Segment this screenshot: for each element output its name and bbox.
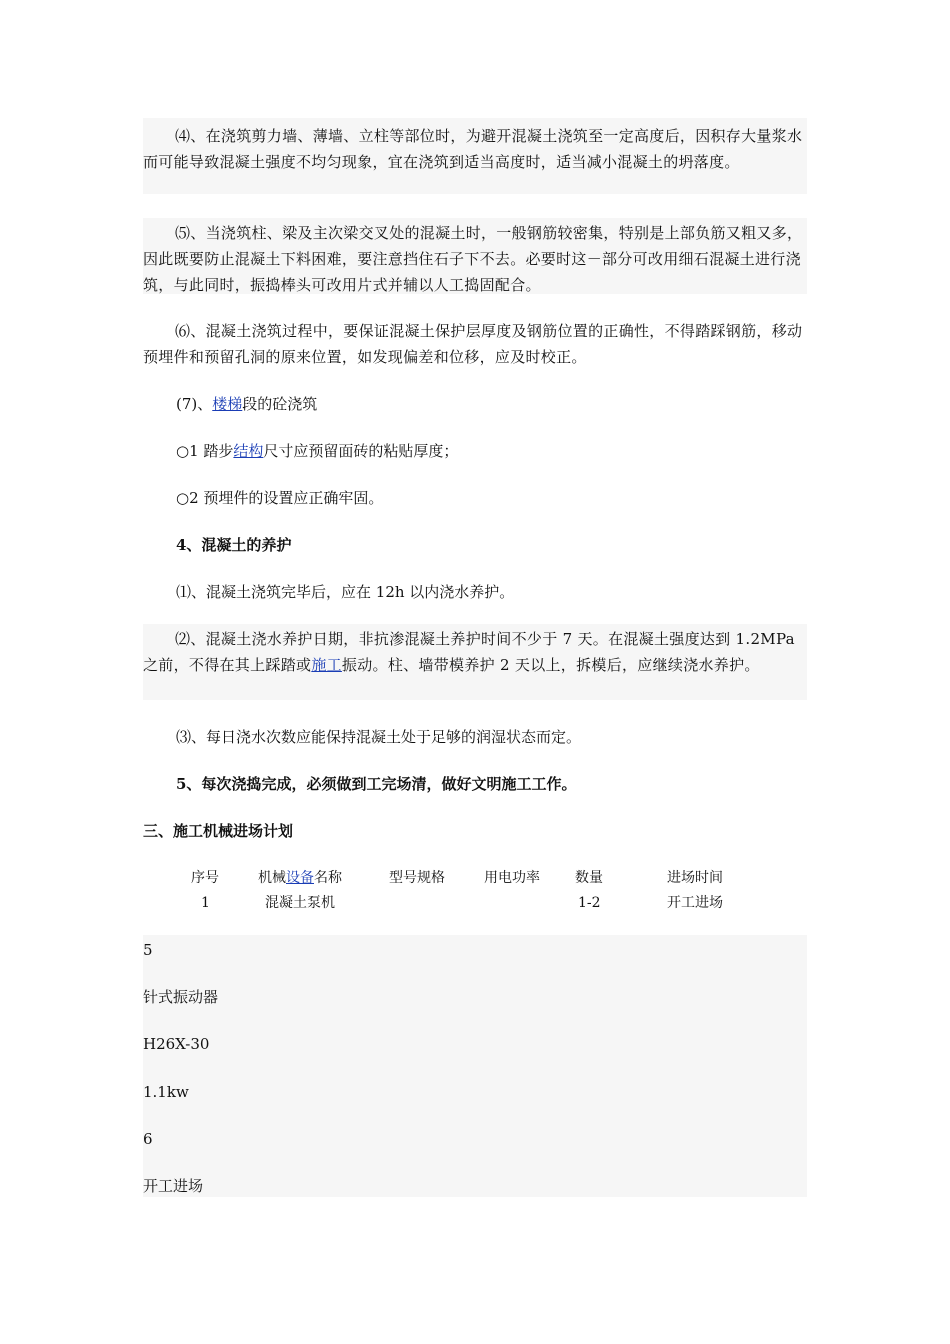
list-item: 针式振动器 bbox=[143, 988, 219, 1006]
structure-link[interactable]: 结构 bbox=[233, 442, 264, 460]
col-header-qty: 数量 bbox=[575, 870, 603, 886]
list-item: H26X-30 bbox=[143, 1035, 210, 1053]
heading-curing: 4、混凝土的养护 bbox=[176, 536, 292, 554]
curing-item-2-suffix: 振动。柱、墙带模养护 2 天以上，拆模后，应继续浇水养护。 bbox=[341, 656, 760, 674]
stairs-link[interactable]: 楼梯 bbox=[212, 395, 243, 413]
col-header-name-prefix: 机械 bbox=[258, 870, 286, 886]
section-heading: 三、施工机械进场计划 bbox=[143, 822, 294, 840]
curing-item-2-prefix: ⑵、混凝土浇水养护日期，非抗渗混凝土养护时间不少于 7 天。在混凝土强度达到 1.2MPa 之前，不得在其上踩踏或 bbox=[143, 630, 795, 674]
paragraph-6: ⑹、混凝土浇筑过程中，要保证混凝土保护层厚度及钢筋位置的正确性，不得踏踩钢筋，移动预埋件和预留孔洞的原来位置，如发现偏差和位移，应及时校正。 bbox=[143, 322, 803, 366]
col-header-name-suffix: 名称 bbox=[314, 870, 342, 886]
item-o1 bbox=[176, 438, 458, 464]
col-header-model: 型号规格 bbox=[389, 870, 445, 886]
curing-item-2 bbox=[143, 626, 807, 678]
curing-item-1: ⑴、混凝土浇筑完毕后，应在 12h 以内浇水养护。 bbox=[176, 583, 515, 601]
row1-qty: 1-2 bbox=[578, 895, 601, 911]
paragraph-4: ⑷、在浇筑剪力墙、薄墙、立柱等部位时，为避开混凝土浇筑至一定高度后，因积存大量浆水而可能导致混凝土强度不均匀现象，宜在浇筑到适当高度时，适当减小混凝土的坍落度。 bbox=[143, 127, 803, 171]
list-item: 1.1kw bbox=[143, 1083, 189, 1101]
row1-name: 混凝土泵机 bbox=[265, 895, 335, 911]
construction-link[interactable]: 施工 bbox=[311, 656, 342, 674]
item-o1-prefix: ○1 踏步 bbox=[176, 442, 234, 460]
paragraph-5: ⑸、当浇筑柱、梁及主次梁交叉处的混凝土时，一般钢筋较密集，特别是上部负筋又粗又多，因此既要防止混凝土下料困难，要注意挡住石子下不去。必要时这－部分可改用细石混凝土进行浇筑，与此同时，振捣棒头可改用片式并辅以人工捣固配合。 bbox=[143, 224, 803, 294]
curing-item-3: ⑶、每日浇水次数应能保持混凝土处于足够的润湿状态而定。 bbox=[176, 728, 582, 746]
shaded-block bbox=[143, 935, 807, 1197]
col-header-name bbox=[258, 868, 342, 888]
list-item: 5 bbox=[143, 941, 153, 959]
col-header-time: 进场时间 bbox=[667, 870, 723, 886]
row1-time: 开工进场 bbox=[667, 895, 723, 911]
paragraph-7-suffix: 段的砼浇筑 bbox=[242, 395, 318, 413]
row1-no: 1 bbox=[201, 895, 210, 911]
list-item: 开工进场 bbox=[143, 1177, 204, 1195]
col-header-no: 序号 bbox=[191, 870, 219, 886]
equipment-link[interactable]: 设备 bbox=[286, 870, 314, 886]
item-o2: ○2 预埋件的设置应正确牢固。 bbox=[176, 489, 384, 507]
col-header-power: 用电功率 bbox=[484, 870, 540, 886]
paragraph-7 bbox=[176, 391, 317, 417]
heading-cleanup: 5、每次浇捣完成，必须做到工完场清，做好文明施工工作。 bbox=[176, 775, 577, 793]
paragraph-7-prefix: (7)、 bbox=[176, 395, 213, 413]
list-item: 6 bbox=[143, 1130, 153, 1148]
item-o1-suffix: 尺寸应预留面砖的粘贴厚度； bbox=[263, 442, 459, 460]
